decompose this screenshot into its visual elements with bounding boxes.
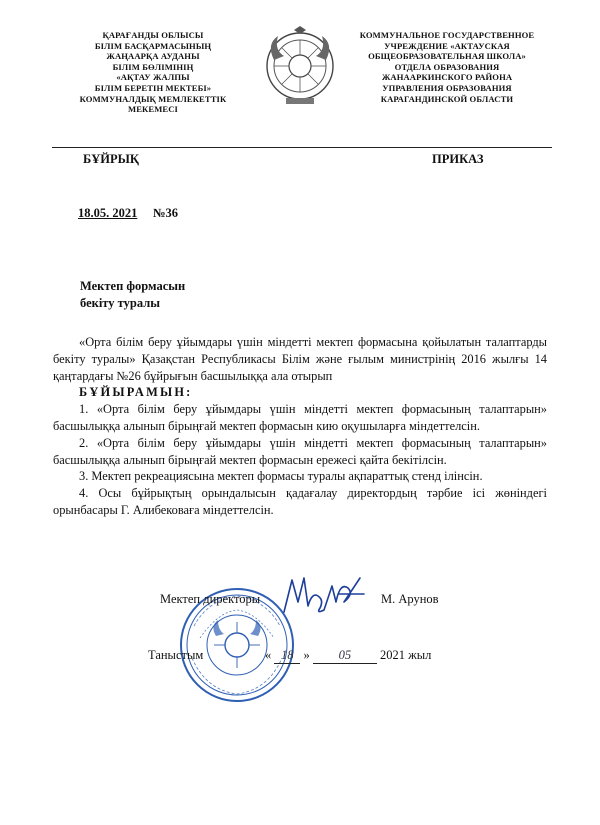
director-signature: [278, 572, 368, 620]
date-close-quote: »: [303, 648, 310, 662]
header-left-block: [58, 30, 248, 115]
state-emblem-icon: [264, 26, 336, 110]
header-left-line: БІЛІМ БЕРЕТІН МЕКТЕБІ»: [94, 82, 212, 93]
decree-item: 2. «Орта білім беру ұйымдары үшін міндетті мектеп формасының талаптарын» басшылыққа алынып бірыңғай мектеп формасын ережесі қайта бекітілсін.: [53, 435, 547, 467]
header-right-block: [343, 30, 551, 104]
acquainted-label: Таныстым: [148, 648, 204, 662]
subject-line: Мектеп формасын: [80, 279, 186, 293]
subject-line: бекіту туралы: [80, 296, 160, 310]
date-month: 05: [313, 648, 377, 664]
director-role: Мектеп директоры: [160, 592, 261, 606]
header-left-line: «АҚТАУ ЖАЛПЫ: [116, 72, 190, 83]
intro-paragraph: «Орта білім беру ұйымдары үшін міндетті мектеп формасына қойылатын талаптарды бекіту туралы» Қазақстан Республикасы Білім және ғылым министрінің 2016 жылғы 14 қаңтардағы №26 бұйрығын басшылыққа ала отырып: [53, 335, 547, 383]
header-right-line: КОММУНАЛЬНОЕ ГОСУДАРСТВЕННОЕ: [359, 30, 535, 40]
date-open-quote: «: [265, 648, 272, 662]
order-body: [53, 334, 547, 519]
ru-title: ПРИКАЗ: [432, 152, 484, 166]
header-left-line: БІЛІМ БАСҚАРМАСЫНЫҢ: [94, 40, 212, 51]
director-name: М. Арунов: [381, 592, 439, 606]
kz-title: БҰЙРЫҚ: [83, 152, 139, 166]
header-left-line: МЕКЕМЕСІ: [128, 104, 178, 115]
header-left-line: ҚАРАҒАНДЫ ОБЛЫСЫ: [102, 30, 204, 40]
header-left-line: БІЛІМ БӨЛІМІНІҢ: [112, 61, 194, 72]
header-right-line: ОБЩЕОБРАЗОВАТЕЛЬНАЯ ШКОЛА»: [368, 51, 526, 62]
header-right-line: ЖАНААРКИНСКОГО РАЙОНА: [381, 72, 513, 83]
order-number: №36: [153, 206, 179, 220]
decree-item: 4. Осы бұйрықтың орындалысын қадағалау директордың тәрбие ісі жөніндегі орынбасары Г. Алибековаға міндеттелсін.: [53, 486, 547, 517]
date-year: 2021 жыл: [380, 648, 432, 662]
order-date-number: [78, 206, 178, 221]
decree-item: 3. Мектеп рекреациясына мектеп формасы туралы ақпараттық стенд ілінсін.: [79, 469, 483, 484]
header-divider: [52, 147, 552, 148]
header-right-line: УПРАВЛЕНИЯ ОБРАЗОВАНИЯ: [382, 82, 512, 93]
header-right-line: КАРАГАНДИНСКОЙ ОБЛАСТИ: [380, 93, 514, 104]
order-date: 18.05. 2021: [78, 206, 138, 220]
date-day: 18: [274, 648, 300, 664]
header-right-line: ОТДЕЛА ОБРАЗОВАНИЯ: [394, 61, 500, 72]
decree-heading: БҰЙЫРАМЫН:: [79, 385, 193, 400]
decree-item: 1. «Орта білім беру ұйымдары үшін міндетті мектеп формасының талаптарын» басшылыққа алынып бірыңғай мектеп формасын кию оқушыларға міндеттелсін.: [53, 402, 547, 433]
header-right-line: УЧРЕЖДЕНИЕ «АКТАУСКАЯ: [384, 40, 510, 51]
header-left-line: КОММУНАЛДЫҚ МЕМЛЕКЕТТІК: [79, 93, 227, 104]
order-subject: [80, 278, 185, 312]
header-left-line: ЖАҢААРҚА АУДАНЫ: [106, 51, 200, 62]
acquaint-date: [265, 648, 431, 664]
